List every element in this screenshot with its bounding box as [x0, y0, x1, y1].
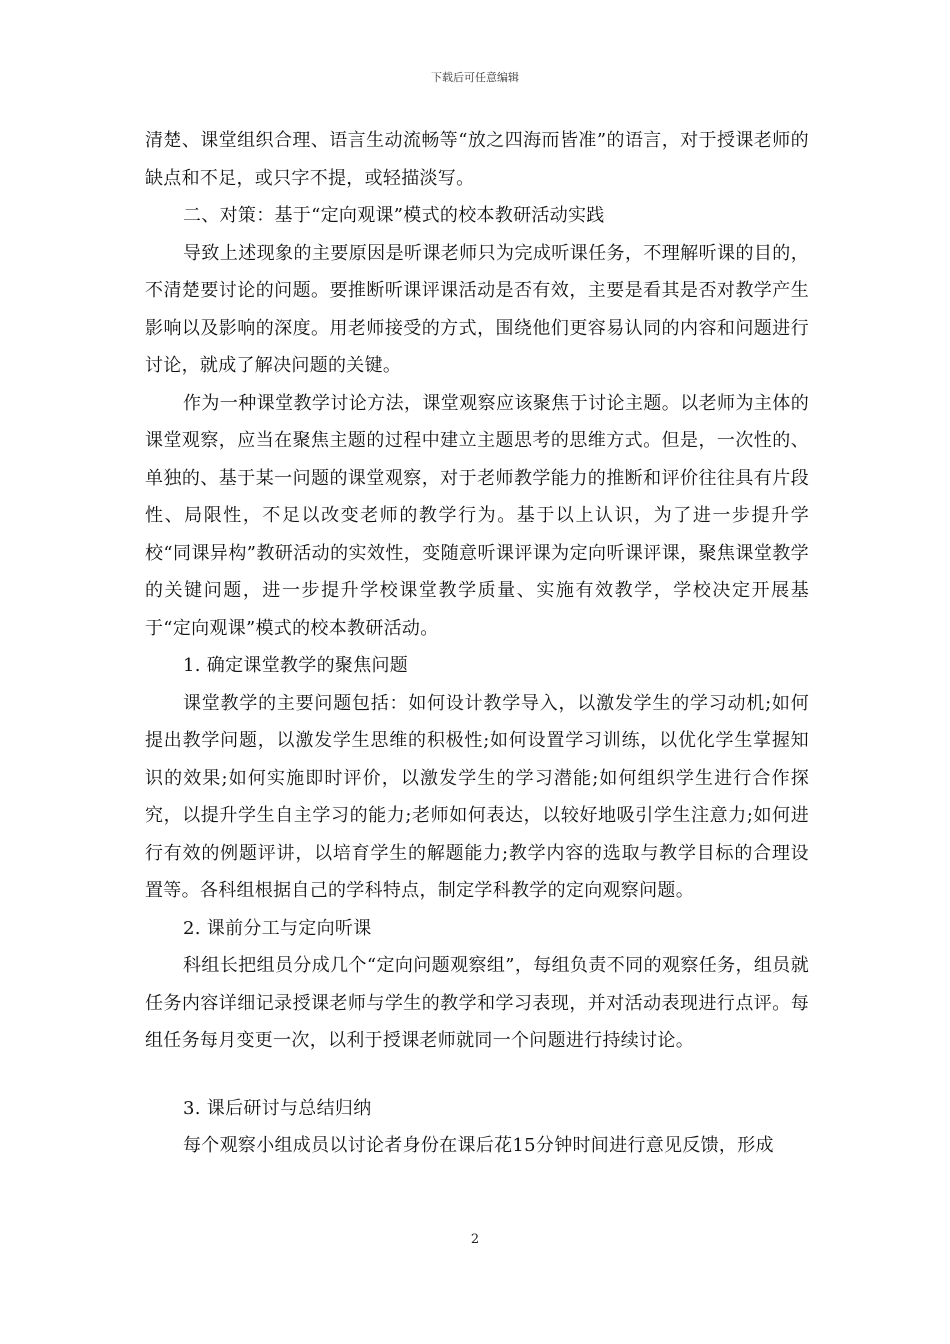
spacer	[145, 1060, 809, 1090]
document-body	[145, 122, 809, 1165]
paragraph: 课堂教学的主要问题包括：如何设计教学导入，以激发学生的学习动机;如何提出教学问题，以激发学生思维的积极性;如何设置学习训练，以优化学生掌握知识的效果;如何实施即时评价，以激发学生的学习潜能;如何组织学生进行合作探究，以提升学生自主学习的能力;老师如何表达，以较好地吸引学生注意力;如何进行有效的例题评讲，以培育学生的解题能力;教学内容的选取与教学目标的合理设置等。各科组根据自己的学科特点，制定学科教学的定向观察问题。	[145, 692, 809, 901]
paragraph: 导致上述现象的主要原因是听课老师只为完成听课任务，不理解听课的目的，不清楚要讨论的问题。要推断听课评课活动是否有效，主要是看其是否对教学产生影响以及影响的深度。用老师接受的方式，围绕他们更容易认同的内容和问题进行讨论，就成了解决问题的关键。	[145, 242, 809, 376]
paragraph: 每个观察小组成员以讨论者身份在课后花15分钟时间进行意见反馈，形成	[183, 1135, 774, 1156]
paragraph: 作为一种课堂教学讨论方法，课堂观察应该聚焦于讨论主题。以老师为主体的课堂观察，应当在聚焦主题的过程中建立主题思考的思维方式。但是，一次性的、单独的、基于某一问题的课堂观察，对于老师教学能力的推断和评价往往具有片段性、局限性，不足以改变老师的教学行为。基于以上认识，为了进一步提升学校“同课异构”教研活动的实效性，变随意听课评课为定向听课评课，聚焦课堂教学的关键问题，进一步提升学校课堂教学质量、实施有效教学，学校决定开展基于“定向观课”模式的校本教研活动。	[145, 392, 809, 639]
page-number: 2	[470, 1232, 480, 1247]
page-header: 下载后可任意编辑	[431, 71, 519, 84]
paragraph-continuation: 清楚、课堂组织合理、语言生动流畅等“放之四海而皆准”的语言，对于授课老师的缺点和不足，或只字不提，或轻描淡写。	[145, 130, 809, 189]
subsection-heading: 1. 确定课堂教学的聚焦问题	[183, 655, 409, 676]
paragraph: 科组长把组员分成几个“定向问题观察组”，每组负责不同的观察任务，组员就任务内容详细记录授课老师与学生的教学和学习表现，并对活动表现进行点评。每组任务每月变更一次，以利于授课老师就同一个问题进行持续讨论。	[145, 955, 809, 1051]
subsection-heading: 2. 课前分工与定向听课	[183, 917, 372, 939]
subsection-heading: 3. 课后研讨与总结归纳	[183, 1097, 372, 1119]
section-heading: 二、对策：基于“定向观课”模式的校本教研活动实践	[183, 205, 605, 226]
